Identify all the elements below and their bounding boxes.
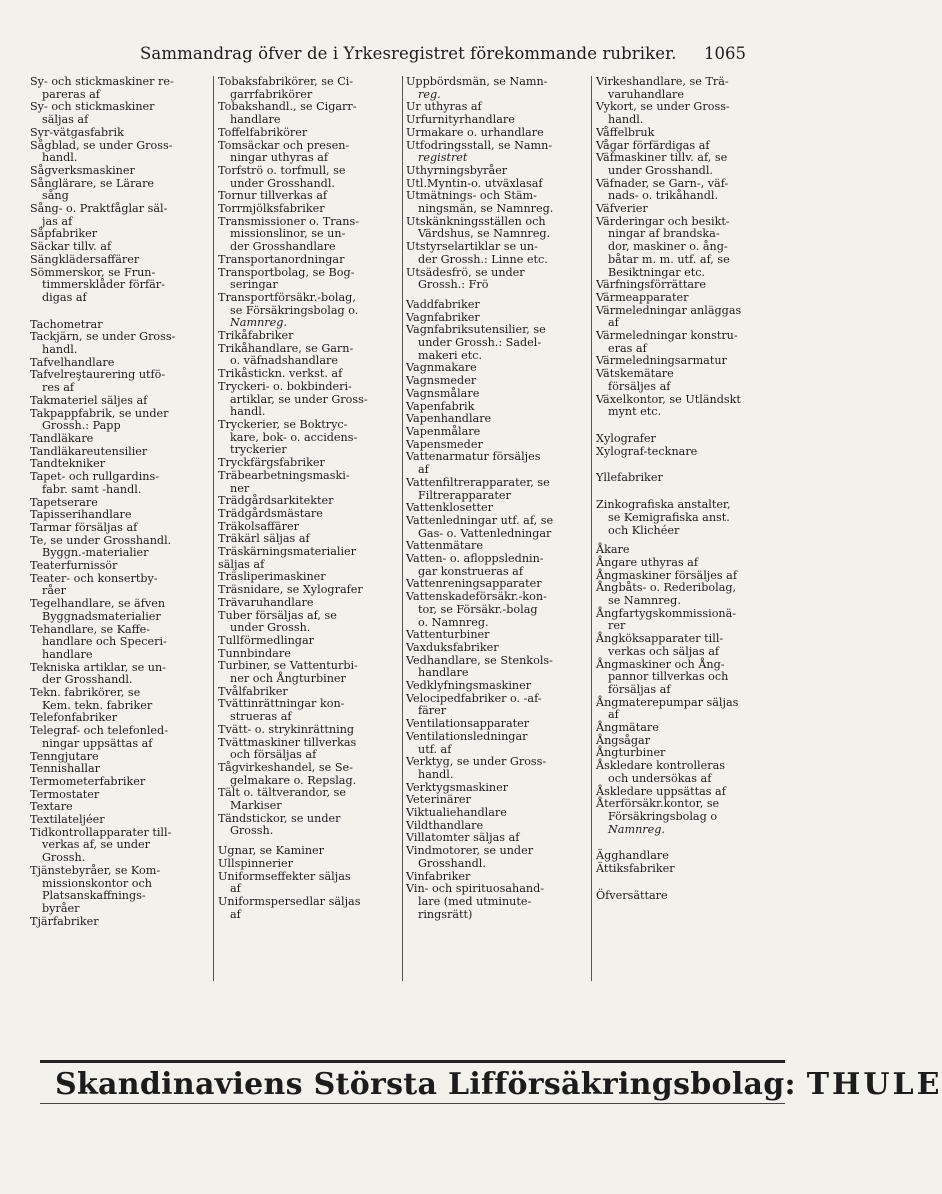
- index-entry-continuation: reg.: [418, 87, 441, 101]
- index-entry: Tunnbindare: [218, 646, 291, 660]
- index-entry-continuation: handl.: [418, 767, 454, 781]
- index-entry: Vattenarmatur försäljes: [406, 450, 541, 464]
- index-entry-continuation: Grossh.: Papp: [42, 419, 121, 433]
- index-entry: Sömmerskor, se Frun-: [30, 265, 156, 279]
- index-entry: Träbearbetningsmaski-: [218, 468, 350, 482]
- index-entry: Utsädesfrö, se under: [406, 265, 525, 279]
- index-entry: Vattenskadeförsäkr.-kon-: [406, 590, 547, 604]
- index-entry: Tidkontrollapparater till-: [30, 825, 172, 839]
- index-entry: Velocipedfabriker o. -af-: [406, 691, 542, 705]
- index-entry: Tryckfärgsfabriker: [218, 456, 325, 470]
- index-entry: Tapisserihandlare: [30, 508, 132, 522]
- index-entry: Våffelbruk: [596, 125, 655, 139]
- index-entry-continuation: makeri etc.: [418, 348, 483, 362]
- index-entry: Urmakare o. urhandlare: [406, 125, 544, 139]
- index-entry: Vagnmakare: [406, 361, 477, 375]
- index-entry: Utl.Myntin-o. utväxlasaf: [406, 176, 543, 190]
- index-entry: Textilateljéer: [30, 813, 105, 827]
- index-entry: Vattenledningar utf. af, se: [406, 513, 554, 527]
- index-entry-continuation: af: [230, 882, 241, 896]
- index-entry: Verktyg, se under Gross-: [406, 755, 547, 769]
- index-entry: Zinkografiska anstalter,: [596, 498, 731, 512]
- index-entry: Säckar tillv. af: [30, 240, 112, 254]
- index-entry: Vedhandlare, se Stenkols-: [406, 653, 553, 667]
- index-entry: Textare: [30, 800, 73, 814]
- index-entry-continuation: mynt etc.: [608, 405, 662, 419]
- index-entry: Uniformspersedlar säljas: [218, 895, 361, 908]
- index-entry: Sågblad, se under Gross-: [30, 138, 173, 152]
- index-entry: Värderingar och besikt-: [596, 214, 730, 228]
- index-entry: Värmeledningsarmatur: [596, 354, 727, 368]
- index-entry: Tennishallar: [30, 762, 100, 776]
- index-entry-continuation: der Grosshandlare: [230, 240, 336, 254]
- index-entry: Tuber försäljas af, se: [218, 608, 337, 622]
- index-entry-continuation: under Grossh.: [230, 621, 311, 635]
- index-entry: Sängklädersaffärer: [30, 252, 140, 266]
- index-entry: Tapetserare: [30, 495, 98, 509]
- index-entry: Vinfabriker: [406, 869, 471, 883]
- index-entry: Tjänstebyråer, se Kom-: [30, 863, 161, 877]
- index-entry: Ullspinnerier: [218, 856, 293, 870]
- index-entry-continuation: garrfabrikörer: [230, 87, 313, 101]
- index-entry-continuation: handlare: [418, 666, 469, 680]
- index-entry: Vattenfiltrerapparater, se: [406, 475, 550, 489]
- index-entry: Tobakshandl., se Cigarr-: [218, 100, 357, 114]
- index-entry-continuation: Gas- o. Vattenledningar: [418, 526, 552, 540]
- index-entry: Utskänkningsställen och: [406, 214, 546, 228]
- index-entry-continuation: handl.: [42, 151, 78, 165]
- index-entry: Utmätnings- och Stäm-: [406, 189, 537, 203]
- index-entry: Tapet- och rullgardins-: [30, 470, 159, 484]
- index-entry-continuation: missionslinor, se un-: [230, 227, 346, 241]
- index-entry: Ångmaskiner och Ång-: [596, 657, 725, 671]
- index-entry: Te, se under Grosshandl.: [30, 533, 172, 547]
- index-entry: Tafvelreştaurering utfö-: [30, 368, 166, 382]
- index-entry: Återförsäkr.kontor, se: [596, 797, 720, 811]
- index-entry-continuation: Markiser: [230, 799, 282, 813]
- index-entry: Tachometrar: [30, 317, 103, 331]
- index-entry: Tekn. fabrikörer, se: [30, 686, 141, 700]
- index-entry-continuation: missionskontor och: [42, 876, 152, 890]
- index-entry: Vagnfabriksutensilier, se: [406, 323, 546, 337]
- index-entry: Vapenfabrik: [406, 399, 475, 413]
- index-entry-continuation: Byggnadsmaterialier: [42, 609, 161, 623]
- index-column-1: [30, 76, 208, 986]
- index-entry-continuation: rer: [608, 619, 626, 633]
- index-entry: Tandläkare: [30, 431, 94, 445]
- index-entry: Vapenhandlare: [406, 412, 492, 426]
- index-entry: Transmissioner o. Trans-: [218, 214, 359, 228]
- index-entry: Tarmar försäljas af: [30, 520, 138, 534]
- index-entry-continuation: båtar m. m. utf. af, se: [608, 252, 730, 266]
- index-entry: Vapensmeder: [406, 437, 483, 451]
- index-entry: Sånglärare, se Lärare: [30, 176, 155, 190]
- index-entry: Transportanordningar: [218, 252, 345, 266]
- index-entry: Teaterfurnissör: [30, 559, 118, 573]
- index-entry-continuation: under Grosshandl.: [230, 176, 335, 190]
- index-entry: Vagnsmålare: [406, 386, 480, 400]
- index-entry: Ångmätare: [596, 721, 659, 735]
- index-entry: Vapenmålare: [406, 424, 481, 438]
- index-entry: Vagnfabriker: [406, 310, 480, 324]
- index-entry: Tågvirkeshandel, se Se-: [218, 760, 353, 774]
- index-entry: Åskledare kontrolleras: [596, 759, 725, 773]
- advertisement-banner: [55, 1067, 942, 1103]
- index-entry: Xylografer: [596, 431, 656, 445]
- index-entry: Träsliperimaskiner: [218, 570, 326, 584]
- index-entry: Teater- och konsertby-: [30, 571, 158, 585]
- index-entry: Vykort, se under Gross-: [596, 100, 730, 114]
- index-entry: Vattenklosetter: [406, 501, 493, 515]
- index-entry-continuation: Värdshus, se Namnreg.: [418, 227, 551, 241]
- index-entry: Ägghandlare: [596, 849, 669, 863]
- index-entry: Ventilationsledningar: [406, 729, 528, 743]
- index-entry: Tryckerier, se Boktryc-: [218, 417, 348, 431]
- index-entry: Väfnader, se Garn-, väf-: [596, 176, 729, 190]
- index-entry-continuation: res af: [42, 381, 75, 395]
- index-entry: Åkare: [596, 543, 630, 557]
- index-entry-continuation: och undersökas af: [608, 771, 712, 785]
- index-entry-continuation: o. Namnreg.: [418, 615, 489, 629]
- index-entry: Vattenmätare: [406, 539, 483, 553]
- index-entry-continuation: handl.: [42, 343, 78, 357]
- index-entry: Torfströ o. torfmull, se: [218, 163, 346, 177]
- index-entry: Vedklyfningsmaskiner: [406, 679, 532, 693]
- index-entry-continuation: försäljes af: [608, 379, 671, 393]
- index-entry-continuation: o. väfnadshandlare: [230, 354, 339, 368]
- index-entry: Tegelhandlare, se äfven: [30, 597, 166, 611]
- index-entry: Villatomter säljas af: [406, 831, 520, 845]
- index-entry: Tobaksfabrikörer, se Ci-: [218, 75, 354, 88]
- index-entry-continuation: gar konstrueras af: [418, 564, 523, 578]
- index-entry: Takmateriel säljes af: [30, 393, 148, 407]
- index-entry-continuation: seringar: [230, 278, 278, 292]
- index-entry-continuation: ningar uthyras af: [230, 151, 329, 165]
- index-entry: Vattenturbiner: [406, 628, 490, 642]
- index-entry-continuation: eras af: [608, 341, 647, 355]
- index-entry-continuation: färer: [418, 704, 447, 718]
- index-entry-continuation: råer: [42, 584, 66, 598]
- index-entry: Vågar förfärdigas af: [596, 138, 710, 152]
- index-entry: Veterinärer: [406, 793, 471, 807]
- index-entry: Vattenreningsapparater: [406, 577, 542, 591]
- index-entry: Ångare uthyras af: [596, 555, 698, 569]
- index-entry-continuation: varuhandlare: [608, 87, 685, 101]
- index-entry: Värmeledningar anläggas: [596, 303, 742, 317]
- index-entry-continuation: gelmakare o. Repslag.: [230, 773, 357, 787]
- index-columns: [30, 76, 802, 986]
- index-entry: Sång- o. Praktfåglar säl-: [30, 202, 168, 216]
- index-entry: Trikåstickn. verkst. af: [218, 367, 343, 381]
- index-entry: Uppbördsmän, se Namn-: [406, 75, 548, 88]
- index-entry: Väfverier: [596, 202, 648, 216]
- index-entry: Ugnar, se Kaminer: [218, 844, 325, 858]
- index-entry: Ångturbiner: [596, 746, 666, 760]
- index-entry-continuation: Grossh.: Frö: [418, 278, 489, 292]
- index-entry: Utfodringsstall, se Namn-: [406, 138, 553, 152]
- index-entry: Trädgårdsmästare: [218, 506, 323, 520]
- index-entry: Telegraf- och telefonled-: [30, 724, 168, 738]
- index-entry: Tullförmedlingar: [218, 633, 314, 647]
- index-entry-continuation: der Grossh.: Linne etc.: [418, 252, 548, 266]
- index-entry: Tändstickor, se under: [218, 811, 341, 825]
- index-entry-continuation: ningsmän, se Namnreg.: [418, 202, 554, 216]
- index-entry: Ångmaskiner försäljes af: [596, 568, 737, 582]
- index-entry: Träkärl säljas af: [218, 532, 310, 546]
- index-entry: Vaddfabriker: [406, 297, 480, 311]
- running-title: Sammandrag öfver de i Yrkesregistret förekommande rubriker.: [140, 44, 677, 63]
- index-entry-continuation: Namnreg.: [230, 316, 287, 330]
- page-header: [140, 44, 780, 72]
- index-entry: Uthyrningsbyråer: [406, 163, 508, 177]
- index-entry: Ångmaterepumpar säljas: [596, 695, 739, 709]
- index-entry-continuation: der Grosshandl.: [42, 673, 133, 687]
- index-entry-continuation: och försäljas af: [230, 748, 317, 762]
- index-column-3: [406, 76, 586, 986]
- index-entry: Tält o. tältverandor, se: [218, 786, 346, 800]
- index-entry-continuation: timmersklåder förfär-: [42, 278, 165, 292]
- index-entry: Vatten- o. afloppslednin-: [406, 552, 544, 566]
- index-entry-continuation: fabr. samt -handl.: [42, 482, 142, 496]
- index-entry: Tandtekniker: [30, 457, 106, 471]
- index-entry-continuation: tryckerier: [230, 443, 287, 457]
- index-entry: Termometerfabriker: [30, 774, 146, 788]
- index-entry-continuation: artiklar, se under Gross-: [230, 392, 368, 406]
- index-entry-continuation: nads- o. trikåhandl.: [608, 189, 719, 203]
- index-entry: Sågverksmaskiner: [30, 163, 135, 177]
- index-entry-continuation: handlare: [230, 113, 281, 127]
- index-entry-continuation: se Namnreg.: [608, 594, 681, 608]
- index-entry: Växelkontor, se Utländskt: [596, 392, 741, 406]
- index-entry-continuation: Byggn.-materialier: [42, 546, 149, 560]
- index-entry-continuation: Namnreg.: [608, 822, 665, 836]
- index-entry-continuation: sång: [42, 189, 69, 203]
- index-entry: Åskledare uppsättas af: [596, 784, 726, 798]
- advertisement-top-rule: [40, 1060, 785, 1063]
- index-entry-continuation: registret: [418, 151, 468, 165]
- index-entry: Vildthandlare: [406, 818, 484, 832]
- index-entry: Sy- och stickmaskiner re-: [30, 75, 174, 88]
- page-number: 1065: [704, 44, 746, 63]
- index-entry-continuation: försäljas af: [608, 682, 671, 696]
- index-entry: Ur uthyras af: [406, 100, 482, 114]
- index-entry: Ventilationsapparater: [406, 717, 530, 731]
- index-entry: Tvättinrättningar kon-: [218, 697, 345, 711]
- index-entry: Tehandlare, se Kaffe-: [30, 622, 151, 636]
- index-entry-continuation: verkas och säljas af: [608, 644, 720, 658]
- index-entry: Ångfartygskommissionä-: [596, 606, 737, 620]
- index-entry-continuation: utf. af: [418, 742, 452, 756]
- index-entry-continuation: och Klichéer: [608, 523, 680, 537]
- index-entry-continuation: Platsanskaffnings-: [42, 889, 146, 903]
- index-entry: Öfversättare: [596, 888, 668, 902]
- index-entry-continuation: under Grosshandl.: [608, 163, 713, 177]
- advertisement-lead: Skandinaviens Största Lifförsäkringsbolag:: [55, 1067, 796, 1102]
- index-entry-continuation: af: [230, 907, 241, 921]
- index-entry: Tekniska artiklar, se un-: [30, 660, 166, 674]
- index-entry-continuation: digas af: [42, 290, 87, 304]
- index-entry-continuation: handl.: [608, 113, 644, 127]
- index-entry: Virkeshandlare, se Trä-: [596, 75, 729, 88]
- index-entry: Takpappfabrik, se under: [30, 406, 169, 420]
- index-entry: Tvätt- o. strykinrättning: [218, 722, 355, 736]
- index-entry: Såpfabriker: [30, 227, 98, 241]
- index-entry: Telefonfabriker: [30, 711, 118, 725]
- index-entry-continuation: Grossh.: [42, 851, 86, 865]
- index-entry: Tornur tillverkas af: [218, 189, 328, 203]
- index-entry: Vindmotorer, se under: [406, 844, 534, 858]
- index-entry-continuation: af: [608, 708, 619, 722]
- index-entry: Värmeledningar konstru-: [596, 329, 738, 343]
- index-entry: Verktygsmaskiner: [406, 780, 509, 794]
- index-entry-continuation: af: [418, 463, 429, 477]
- index-entry-continuation: under Grossh.: Sadel-: [418, 336, 542, 350]
- index-entry-continuation: Försäkringsbolag o: [608, 809, 718, 823]
- index-entry-continuation: pareras af: [42, 87, 100, 101]
- advertisement-brand: THULE: [806, 1067, 942, 1102]
- index-entry: Vagnsmeder: [406, 374, 477, 388]
- index-entry-continuation: jas af: [42, 214, 73, 228]
- index-entry: Tryckeri- o. bokbinderi-: [218, 379, 352, 393]
- index-entry: Trikåhandlare, se Garn-: [218, 341, 354, 355]
- index-entry: Träskärningsmaterialier: [218, 545, 357, 559]
- index-entry: Torrmjölksfabriker: [218, 202, 325, 216]
- index-entry-continuation: handlare: [42, 647, 93, 661]
- index-entry-continuation: verkas af, se under: [42, 838, 151, 852]
- index-entry: Ångbåts- o. Rederibolag,: [596, 581, 737, 595]
- index-entry-continuation: se Försäkringsbolag o.: [230, 303, 359, 317]
- index-entry-continuation: byråer: [42, 902, 80, 915]
- index-column-2: [218, 76, 398, 986]
- index-entry-continuation: Besiktningar etc.: [608, 265, 706, 279]
- index-entry-continuation: lare (med utminute-: [418, 895, 532, 908]
- index-entry: Xylograf-tecknare: [596, 444, 698, 458]
- index-entry-continuation: ringsrätt): [418, 907, 473, 921]
- index-entry: Trädgårdsarkitekter: [218, 494, 334, 508]
- index-entry: Syr-vätgasfabrik: [30, 125, 124, 139]
- index-entry: Trävaruhandlare: [218, 595, 314, 609]
- index-entry: Uniformseffekter säljas: [218, 869, 351, 883]
- index-entry: Värfningsförrättare: [596, 278, 706, 292]
- index-entry-continuation: se Kemigrafiska anst.: [608, 510, 730, 524]
- index-entry-continuation: ningar af brandska-: [608, 227, 720, 241]
- advertisement-bottom-rule: [40, 1103, 785, 1104]
- index-entry: Transportförsäkr.-bolag,: [218, 290, 356, 304]
- index-entry: Tafvelhandlare: [30, 355, 115, 369]
- index-entry: Tvättmaskiner tillverkas: [218, 735, 357, 749]
- index-entry: säljas af: [218, 557, 265, 571]
- index-entry-continuation: Filtrerapparater: [418, 488, 511, 502]
- index-entry: Tandläkareutensilier: [30, 444, 148, 458]
- index-entry: Ättiksfabriker: [596, 862, 675, 876]
- index-entry: Viktualiehandlare: [406, 806, 507, 820]
- index-column-4: [596, 76, 796, 986]
- index-entry: Vin- och spirituosahand-: [406, 882, 545, 896]
- index-entry: Tvålfabriker: [218, 684, 288, 698]
- index-entry: Turbiner, se Vattenturbi-: [218, 659, 358, 673]
- index-entry-continuation: dor, maskiner o. ång-: [608, 240, 728, 254]
- index-entry: Toffelfabrikörer: [218, 125, 308, 139]
- index-entry: Utstyrselartiklar se un-: [406, 240, 538, 254]
- index-entry: Urfurnityrhandlare: [406, 113, 515, 127]
- index-entry: Ångköksapparater till-: [596, 632, 724, 646]
- index-entry-continuation: Kem. tekn. fabriker: [42, 698, 153, 712]
- index-entry-continuation: Grosshandl.: [418, 856, 486, 870]
- index-entry: Ångsågar: [596, 733, 651, 747]
- index-entry-continuation: kare, bok- o. accidens-: [230, 430, 358, 444]
- index-entry: Termostater: [30, 787, 100, 801]
- index-entry-continuation: Grossh.: [230, 824, 274, 838]
- column-divider: [591, 76, 592, 981]
- index-entry: Träkolsaffärer: [218, 519, 299, 533]
- index-entry: Vätskemätare: [596, 367, 674, 381]
- index-entry: Tjärfabriker: [30, 914, 99, 928]
- index-entry: Träsnidare, se Xylografer: [218, 583, 363, 597]
- index-entry-continuation: af: [608, 316, 619, 330]
- column-divider: [402, 76, 403, 981]
- column-divider: [213, 76, 214, 981]
- index-entry: Värmeapparater: [596, 290, 689, 304]
- index-entry-continuation: ningar uppsättas af: [42, 736, 153, 750]
- index-entry-continuation: ner och Ångturbiner: [230, 672, 346, 686]
- index-entry-continuation: handlare och Speceri-: [42, 635, 167, 649]
- index-entry: Vaxduksfabriker: [406, 640, 499, 654]
- index-entry-continuation: handl.: [230, 405, 266, 419]
- index-entry: Tackjärn, se under Gross-: [30, 330, 176, 344]
- index-entry: Tomsäckar och presen-: [218, 138, 350, 152]
- index-entry-continuation: pannor tillverkas och: [608, 670, 729, 684]
- index-entry-continuation: strueras af: [230, 710, 292, 724]
- index-entry-continuation: säljas af: [42, 113, 89, 127]
- index-entry: Yllefabriker: [596, 471, 663, 485]
- index-entry: Tenngjutare: [30, 749, 99, 763]
- index-entry: Transportbolag, se Bog-: [218, 265, 355, 279]
- index-entry-continuation: tor, se Försäkr.-bolag: [418, 602, 538, 616]
- index-entry: Trikåfabriker: [218, 329, 294, 343]
- index-entry: Sy- och stickmaskiner: [30, 100, 155, 114]
- index-entry: Väfmaskiner tillv. af, se: [596, 151, 728, 165]
- index-entry-continuation: ner: [230, 481, 250, 495]
